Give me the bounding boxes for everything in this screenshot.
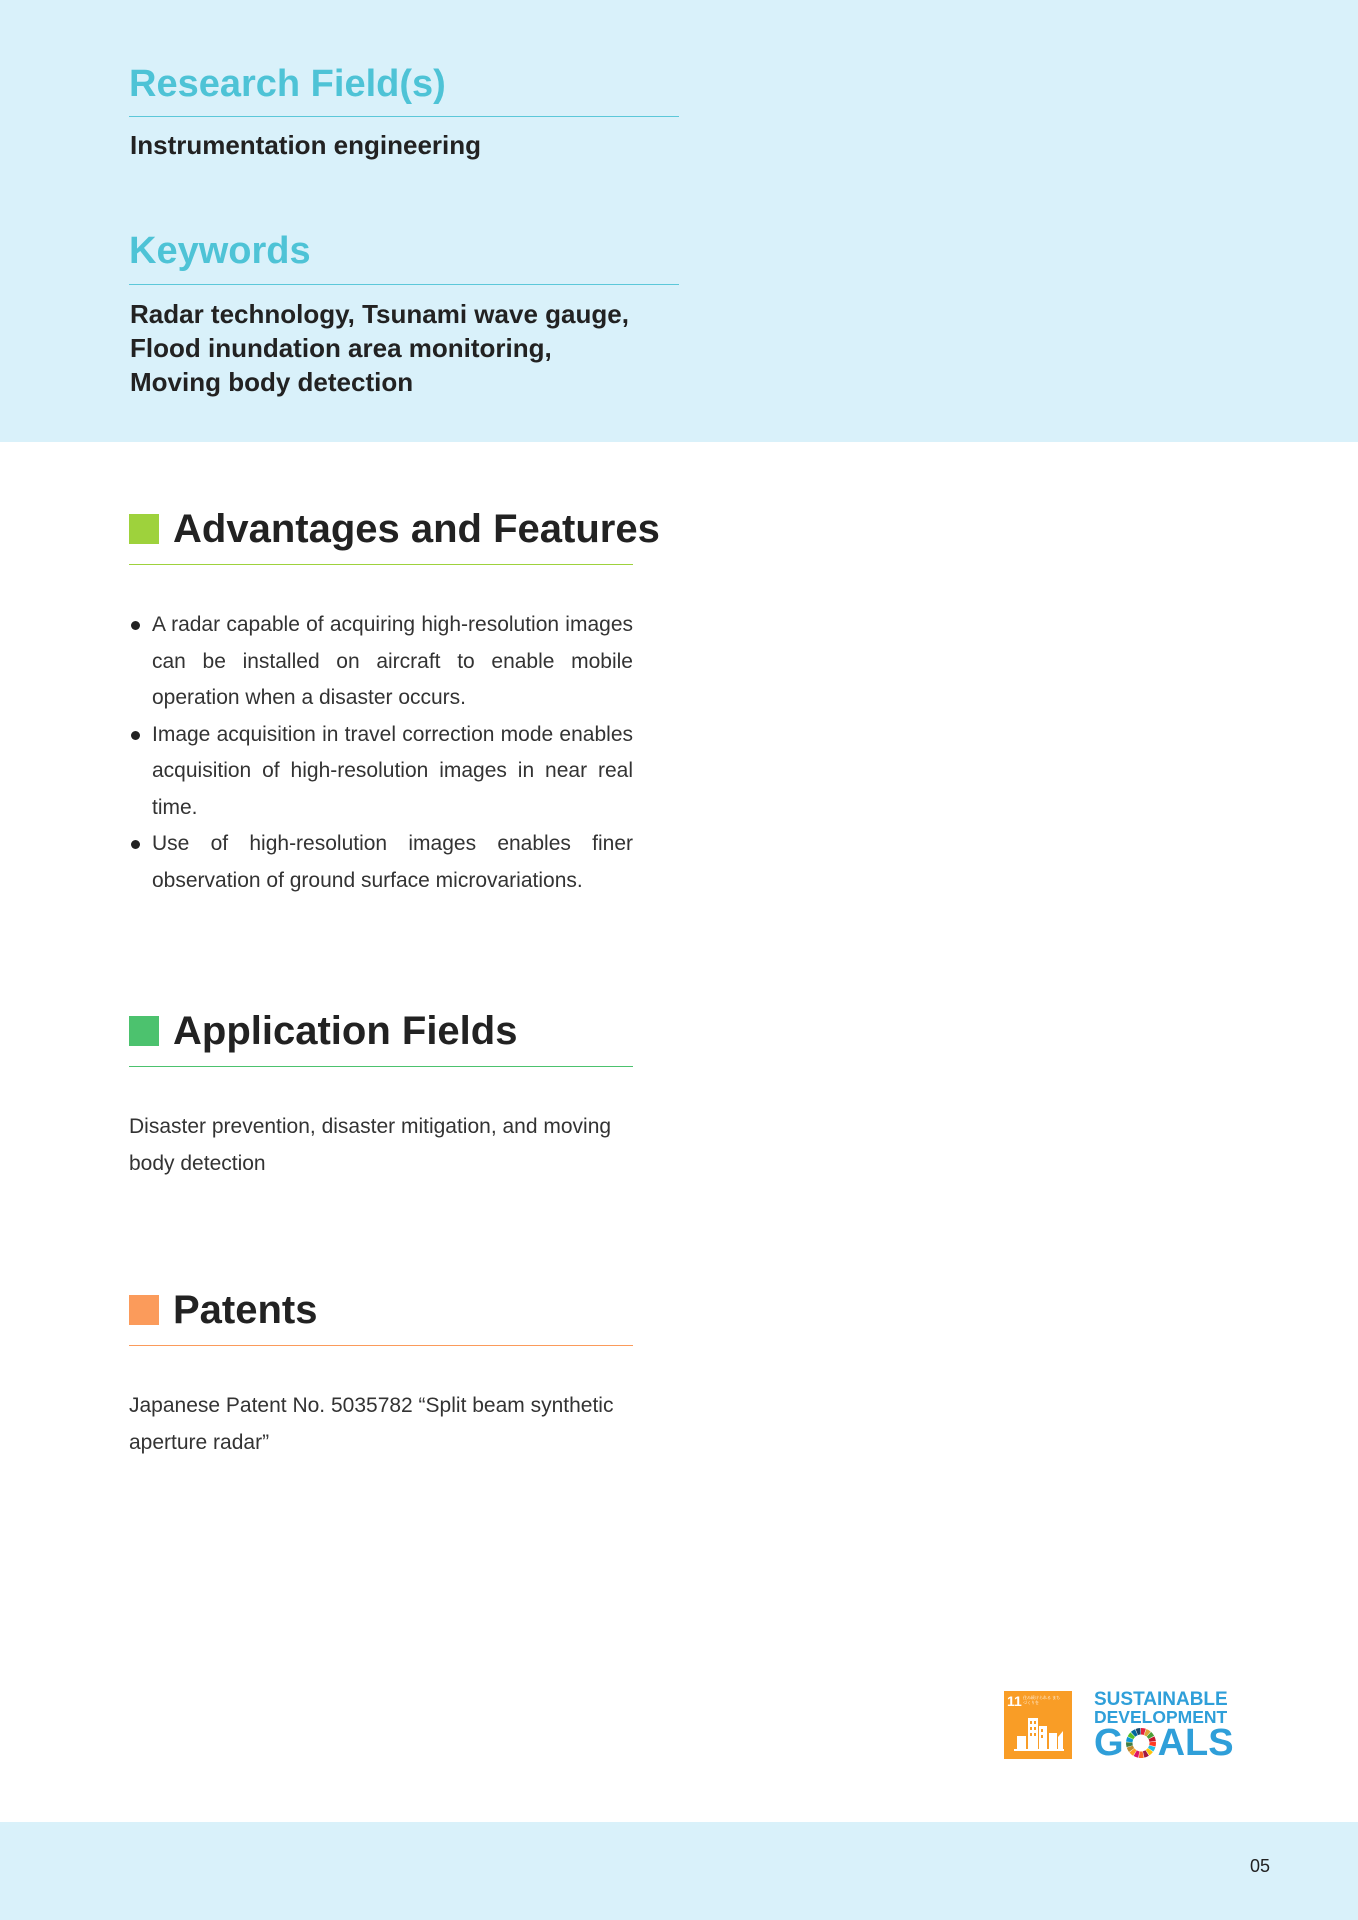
sdg-goal-11-icon: [1004, 1691, 1072, 1759]
list-item: [129, 607, 633, 717]
advantages-title: Advantages and Features: [173, 507, 660, 551]
applications-rule: [129, 1066, 633, 1067]
sdg-goals-letter-g: G: [1094, 1722, 1124, 1764]
sdg-wheel-segment: [1138, 1751, 1143, 1758]
research-field-value: Instrumentation engineering: [130, 130, 482, 160]
keywords-heading: Keywords: [129, 230, 311, 272]
sdg-wordmark-line-1: SUSTAINABLE: [1094, 1689, 1228, 1710]
city-buildings-icon: [1004, 1691, 1072, 1759]
list-item-text: Use of high-resolution images enables finer observation of ground surface microvariations.: [152, 832, 633, 892]
footer-band: [0, 1822, 1358, 1920]
sdg-wordmark-goals: [1094, 1724, 1234, 1762]
page-number: 05: [1250, 1856, 1271, 1876]
list-item: [129, 826, 633, 899]
keywords-list: [130, 297, 629, 399]
applications-text: Disaster prevention, disaster mitigation, and moving body detection: [129, 1115, 612, 1175]
patents-text: Japanese Patent No. 5035782 “Split beam synthetic aperture radar”: [129, 1394, 614, 1454]
keywords-rule: [129, 284, 679, 285]
list-item-text: Image acquisition in travel correction mode enables acquisition of high-resolution images in near real time.: [152, 722, 633, 819]
advantages-rule: [129, 564, 633, 565]
bullet-icon: [131, 621, 140, 630]
keyword-line: Flood inundation area monitoring,: [130, 333, 552, 363]
list-item-text: A radar capable of acquiring high-resolution images can be installed on aircraft to enable mobile operation when a disaster occurs.: [152, 613, 633, 709]
keyword-line: Radar technology, Tsunami wave gauge,: [130, 299, 629, 329]
sdg-wordmark-line-2: DEVELOPMENT: [1094, 1707, 1228, 1727]
sdg-color-wheel-icon: [1125, 1727, 1157, 1759]
patents-title: Patents: [173, 1288, 318, 1332]
sdg-goal-caption: 住み続けられる まちづくりを: [1023, 1695, 1061, 1705]
list-item: [129, 717, 633, 827]
research-field-heading: Research Field(s): [129, 63, 446, 105]
advantages-list: [129, 607, 633, 899]
applications-title: Application Fields: [173, 1009, 518, 1053]
sdg-goals-letters: ALS: [1157, 1722, 1234, 1764]
research-field-rule: [129, 116, 679, 117]
patents-rule: [129, 1345, 633, 1346]
applications-marker: [129, 1016, 159, 1046]
advantages-marker: [129, 514, 159, 544]
bullet-icon: [131, 731, 140, 740]
patents-marker: [129, 1295, 159, 1325]
sdg-goal-number: 11: [1007, 1693, 1022, 1709]
bullet-icon: [131, 840, 140, 849]
keyword-line: Moving body detection: [130, 367, 414, 397]
